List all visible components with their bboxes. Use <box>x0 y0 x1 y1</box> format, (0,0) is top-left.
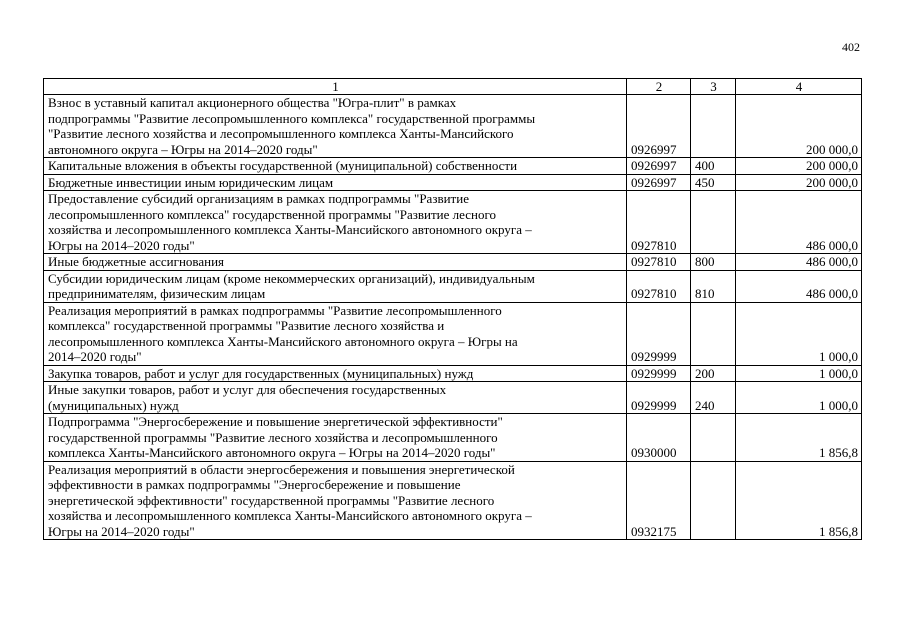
table-row <box>44 461 862 540</box>
row-name-line: лесопромышленного комплекса" государственной программы "Развитие лесного <box>48 206 496 222</box>
row-amount-cell: 486 000,0 <box>736 191 862 254</box>
row-name-line: хозяйства и лесопромышленного комплекса Ханты-Мансийского автономного округа – <box>48 508 532 523</box>
row-expense-type-cell <box>691 461 736 540</box>
row-name-line: Иные закупки товаров, работ и услуг для обеспечения государственных <box>48 382 447 397</box>
row-expense-type-cell: 400 <box>691 158 736 175</box>
row-name-cell <box>44 365 627 382</box>
row-amount-cell: 1 856,8 <box>736 414 862 462</box>
row-name-cell <box>44 414 627 462</box>
column-header-code: 2 <box>627 79 691 95</box>
row-code-cell: 0926997 <box>627 158 691 175</box>
row-amount-cell: 200 000,0 <box>736 95 862 158</box>
row-name-line: "Развитие лесного хозяйства и лесопромышленного комплекса Ханты-Мансийского <box>48 126 514 141</box>
row-name-cell <box>44 461 627 540</box>
row-name-line: (муниципальных) нужд <box>48 397 179 413</box>
row-amount-cell: 1 000,0 <box>736 302 862 365</box>
row-expense-type-cell <box>691 414 736 462</box>
row-name-line: автономного округа – Югры на 2014–2020 годы" <box>48 141 318 157</box>
table-row <box>44 95 862 158</box>
table-row <box>44 254 862 271</box>
row-name-line: Предоставление субсидий организациям в рамках подпрограммы "Развитие <box>48 191 469 206</box>
row-amount-cell: 200 000,0 <box>736 174 862 191</box>
row-name-line: комплекса" государственной программы "Развитие лесного хозяйства и <box>48 318 445 333</box>
row-name-line: Югры на 2014–2020 годы" <box>48 523 195 539</box>
row-code-cell: 0929999 <box>627 382 691 414</box>
row-name-line: Иные бюджетные ассигнования <box>48 254 225 269</box>
row-name-line: Реализация мероприятий в рамках подпрограммы "Развитие лесопромышленного <box>48 302 502 318</box>
row-name-line: Взнос в уставный капитал акционерного общества "Югра-плит" в рамках <box>48 95 457 110</box>
table-row <box>44 191 862 254</box>
budget-table <box>43 78 862 540</box>
row-name-line: Югры на 2014–2020 годы" <box>48 237 195 253</box>
row-name-cell <box>44 191 627 254</box>
row-name-line: Реализация мероприятий в области энергосбережения и повышения энергетической <box>48 461 515 477</box>
row-name-line: Субсидии юридическим лицам (кроме некоммерческих организаций), индивидуальным <box>48 270 535 286</box>
row-code-cell: 0929999 <box>627 302 691 365</box>
row-code-cell: 0927810 <box>627 270 691 302</box>
table-row <box>44 158 862 175</box>
row-code-cell: 0926997 <box>627 95 691 158</box>
row-amount-cell: 200 000,0 <box>736 158 862 175</box>
row-amount-cell: 486 000,0 <box>736 270 862 302</box>
row-name-line: предпринимателям, физическим лицам <box>48 286 266 301</box>
row-code-cell: 0927810 <box>627 254 691 271</box>
row-name-line: хозяйства и лесопромышленного комплекса Ханты-Мансийского автономного округа – <box>48 222 532 237</box>
row-name-cell <box>44 302 627 365</box>
table-row <box>44 414 862 462</box>
row-name-cell <box>44 254 627 271</box>
row-code-cell: 0932175 <box>627 461 691 540</box>
row-amount-cell: 1 856,8 <box>736 461 862 540</box>
row-name-cell <box>44 270 627 302</box>
row-name-cell <box>44 174 627 191</box>
row-expense-type-cell: 200 <box>691 365 736 382</box>
row-name-line: энергетической эффективности" государственной программы "Развитие лесного <box>48 492 495 508</box>
row-name-line: подпрограммы "Развитие лесопромышленного комплекса" государственной программы <box>48 110 536 126</box>
row-expense-type-cell: 450 <box>691 174 736 191</box>
column-header-expense-type: 3 <box>691 79 736 95</box>
row-amount-cell: 1 000,0 <box>736 382 862 414</box>
row-code-cell: 0927810 <box>627 191 691 254</box>
row-expense-type-cell <box>691 191 736 254</box>
column-header-name: 1 <box>44 79 627 95</box>
table-row <box>44 302 862 365</box>
table-header-row <box>44 79 862 95</box>
row-expense-type-cell: 810 <box>691 270 736 302</box>
row-amount-cell: 486 000,0 <box>736 254 862 271</box>
row-name-line: комплекса Ханты-Мансийского автономного округа – Югры на 2014–2020 годы" <box>48 445 496 460</box>
table-row <box>44 174 862 191</box>
table-row <box>44 365 862 382</box>
row-name-line: эффективности в рамках подпрограммы "Энергосбережение и повышение <box>48 477 461 492</box>
row-expense-type-cell: 240 <box>691 382 736 414</box>
table-row <box>44 270 862 302</box>
row-expense-type-cell <box>691 95 736 158</box>
row-name-line: Бюджетные инвестиции иным юридическим лицам <box>48 174 334 190</box>
page-number: 402 <box>842 40 860 54</box>
row-name-cell <box>44 158 627 175</box>
row-name-line: лесопромышленного комплекса Ханты-Мансийского автономного округа – Югры на <box>48 333 518 349</box>
row-amount-cell: 1 000,0 <box>736 365 862 382</box>
row-code-cell: 0926997 <box>627 174 691 191</box>
column-header-amount: 4 <box>736 79 862 95</box>
row-name-line: Подпрограмма "Энергосбережение и повышение энергетической эффективности" <box>48 414 503 429</box>
row-name-line: государственной программы "Развитие лесного хозяйства и лесопромышленного <box>48 429 498 445</box>
row-name-line: Капитальные вложения в объекты государственной (муниципальной) собственности <box>48 158 518 173</box>
row-name-cell <box>44 95 627 158</box>
table-row <box>44 382 862 414</box>
row-code-cell: 0929999 <box>627 365 691 382</box>
row-expense-type-cell: 800 <box>691 254 736 271</box>
row-expense-type-cell <box>691 302 736 365</box>
row-name-line: Закупка товаров, работ и услуг для государственных (муниципальных) нужд <box>48 365 474 381</box>
row-code-cell: 0930000 <box>627 414 691 462</box>
row-name-cell <box>44 382 627 414</box>
row-name-line: 2014–2020 годы" <box>48 349 142 364</box>
budget-table-body <box>44 79 862 540</box>
